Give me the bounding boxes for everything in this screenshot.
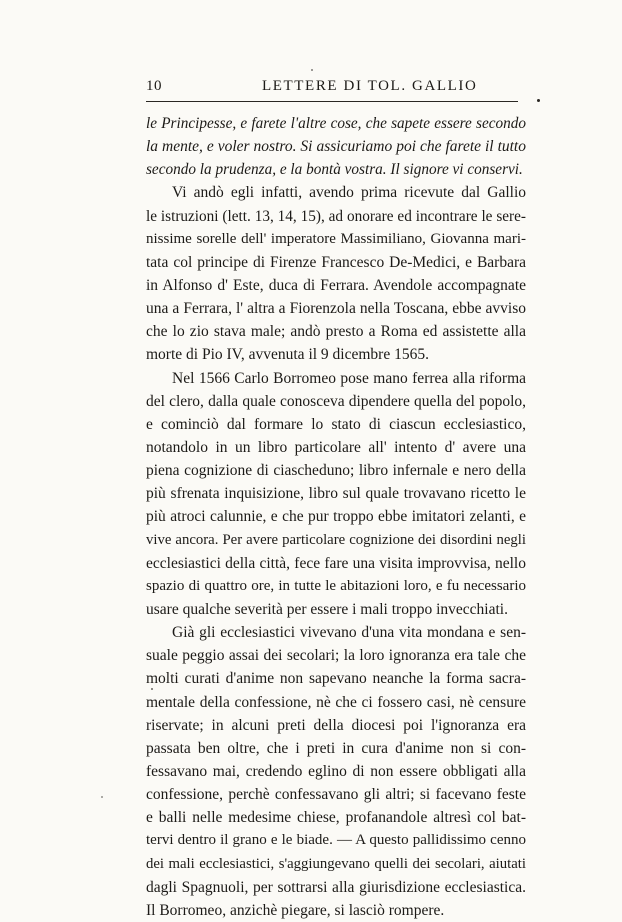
text-line: le Principesse, e farete l'altre cose, che sapete essere secondo [146,115,526,132]
text-line: dei mali ecclesiastici, s'aggiungevano quelli dei secolari, aiutati [146,855,526,872]
text-line: tervi dentro il grano e le biade. — A questo pallidissimo cenno [146,832,526,849]
text-line: dagli Spagnuoli, per sottrarsi alla giurisdizione ecclesiastica. [146,878,526,896]
text-line: una a Ferrara, l' altra a Fiorenzola nella Toscana, ebbe avviso [146,300,526,318]
text-line: morte di Pio IV, avvenuta il 9 dicembre 1565. [146,346,429,364]
text-line: piena cognizione di ciascheduno; libro infernale e nero della [146,462,526,480]
text-line: spazio di quattro ore, in tutte le abitazioni loro, e fu necessario [146,577,526,594]
text-line: confessione, perchè confessavano gli altri; si facevano feste [146,786,526,804]
ink-speck [101,796,103,798]
text-line: Il Borromeo, anzichè piegare, si lasciò rompere. [146,901,445,919]
text-line: la mente, e voler nostro. Si assicuriamo poi che farete il tutto [146,138,526,156]
text-line: fessavano mai, credendo eglino di non essere obbligati alla [146,762,526,780]
text-line: le istruzioni (lett. 13, 14, 15), ad onorare ed incontrare le sere- [146,207,526,225]
text-line: che lo zio stava male; andò presto a Roma ed assistette alla [146,323,526,341]
text-line: più atroci calunnie, e che pur troppo ebbe imitatori zelanti, e [146,508,526,526]
page-number: 10 [146,78,162,94]
text-line: in Alfonso d' Este, duca di Ferrara. Avendole accompagnate [146,276,526,294]
text-line: passata ben oltre, che i preti in cura d'anime non si con- [146,739,526,757]
running-title: LETTERE DI TOL. GALLIO [262,78,478,94]
ink-speck [311,69,313,71]
text-line: e balli nelle medesime chiese, profanandole altresì col bat- [146,809,526,827]
page-header [146,78,518,98]
ink-speck [537,99,540,102]
text-line: e cominciò dal formare lo stato di ciascun ecclesiastico, [146,415,526,433]
header-rule [146,101,518,102]
text-line: Nel 1566 Carlo Borromeo pose mano ferrea alla riforma [172,369,526,387]
text-line: mentale della confessione, nè che ci fossero casi, nè censure [146,693,526,711]
text-line: riservate; in alcuni preti della diocesi poi l'ignoranza era [146,716,526,734]
text-line: usare qualche severità per essere i mali troppo invecchiati. [146,600,508,618]
text-line: Vi andò egli infatti, avendo prima ricevute dal Gallio [172,184,526,202]
text-line: del clero, dalla quale conosceva dipendere quella del popolo, [146,392,526,410]
text-line: ecclesiastici della città, fece fare una visita improvvisa, nello [146,554,526,572]
body-text [146,112,526,922]
text-line: più sfrenata inquisizione, libro sul quale trovavano ricetto le [146,485,526,503]
text-line: suale peggio assai dei secolari; la loro ignoranza era tale che [146,647,526,665]
text-line: secondo la prudenza, e la bontà vostra. Il signore vi conservi. [146,161,523,179]
text-line: notandolo in un libro particolare all' intento d' avere una [146,438,526,456]
text-line: nissime sorelle dell' imperatore Massimiliano, Giovanna mari- [146,230,526,247]
text-line: Già gli ecclesiastici vivevano d'una vita mondana e sen- [172,624,526,642]
text-line: molti curati d'anime non sapevano neanche la forma sacra- [146,670,526,688]
text-line: vive ancora. Per avere particolare cognizione dei disordini negli [146,531,526,548]
text-line: tata col principe di Firenze Francesco De-Medici, e Barbara [146,253,526,271]
